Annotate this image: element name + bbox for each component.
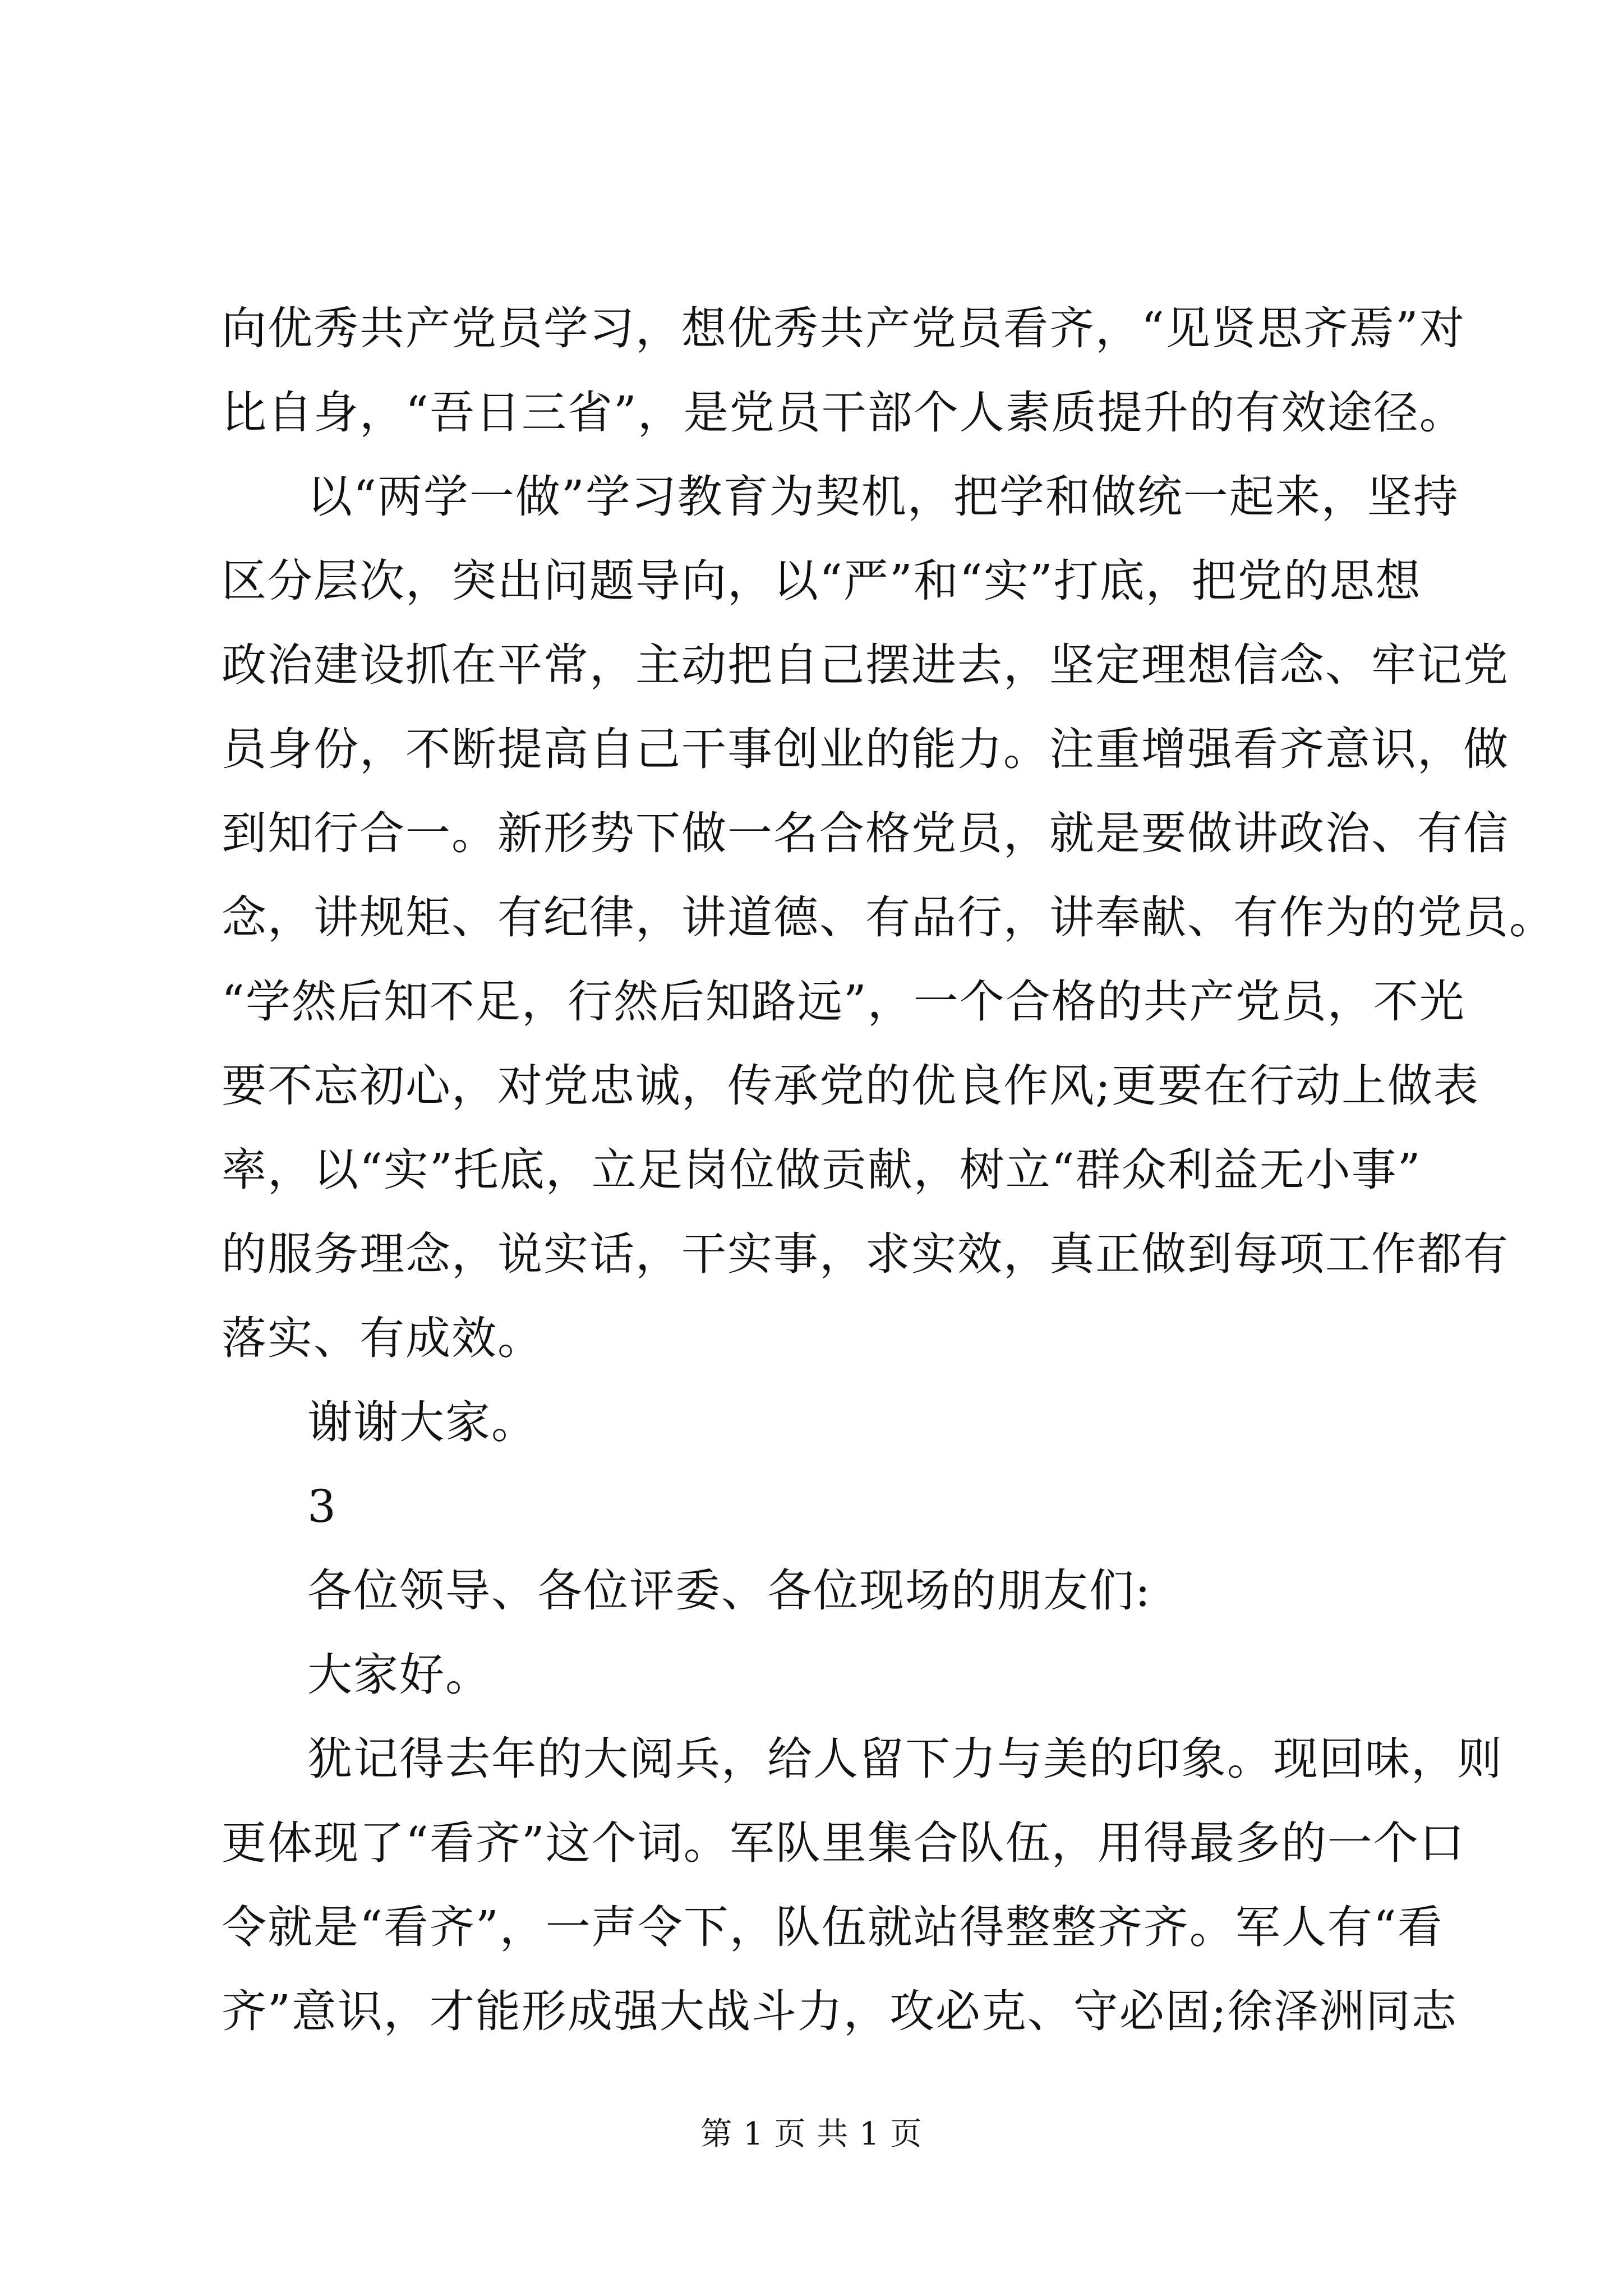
- paragraph-line: 更体现了“看齐”这个词。军队里集合队伍，用得最多的一个口: [222, 1817, 1465, 1869]
- paragraph-line: 率，以“实”托底，立足岗位做贡献，树立“群众利益无小事”: [222, 1144, 1422, 1196]
- paragraph-line: 政治建设抓在平常，主动把自己摆进去，坚定理想信念、牢记党: [222, 639, 1509, 691]
- paragraph-line: 令就是“看齐”，一声令下，队伍就站得整整齐齐。军人有“看: [222, 1901, 1444, 1953]
- paragraph-line: 落实、有成效。: [222, 1312, 543, 1364]
- paragraph-line: 区分层次，突出问题导向，以“严”和“实”打底，把党的思想: [222, 555, 1422, 607]
- paragraph-line: 比自身，“吾日三省”，是党员干部个人素质提升的有效途径。: [222, 386, 1465, 439]
- paragraph-line: 到知行合一。新形势下做一名合格党员，就是要做讲政治、有信: [222, 807, 1509, 859]
- paragraph-line: 要不忘初心，对党忠诚，传承党的优良作风;更要在行动上做表: [222, 1060, 1479, 1112]
- page-footer: 第 1 页 共 1 页: [700, 2116, 923, 2152]
- paragraph-line: 犹记得去年的大阅兵，给人留下力与美的印象。现回味，则: [307, 1733, 1503, 1785]
- greeting-line: 大家好。: [307, 1649, 491, 1701]
- paragraph-line: 谢谢大家。: [307, 1396, 537, 1448]
- paragraph-line: 的服务理念，说实话，干实事，求实效，真正做到每项工作都有: [222, 1228, 1509, 1280]
- section-number: 3: [307, 1480, 337, 1533]
- paragraph-line: 念，讲规矩、有纪律，讲道德、有品行，讲奉献、有作为的党员。: [222, 891, 1555, 944]
- salutation-line: 各位领导、各位评委、各位现场的朋友们:: [307, 1565, 1151, 1617]
- paragraph-line: 员身份，不断提高自己干事创业的能力。注重增强看齐意识，做: [222, 723, 1509, 775]
- paragraph-line: 以“两学一做”学习教育为契机，把学和做统一起来，坚持: [307, 471, 1459, 523]
- paragraph-line: 齐”意识，才能形成强大战斗力，攻必克、守必固;徐泽洲同志: [222, 1985, 1458, 2037]
- paragraph-line: 向优秀共产党员学习，想优秀共产党员看齐，“见贤思齐焉”对: [222, 302, 1465, 355]
- paragraph-line: “学然后知不足，行然后知路远”，一个合格的共产党员，不光: [222, 976, 1465, 1028]
